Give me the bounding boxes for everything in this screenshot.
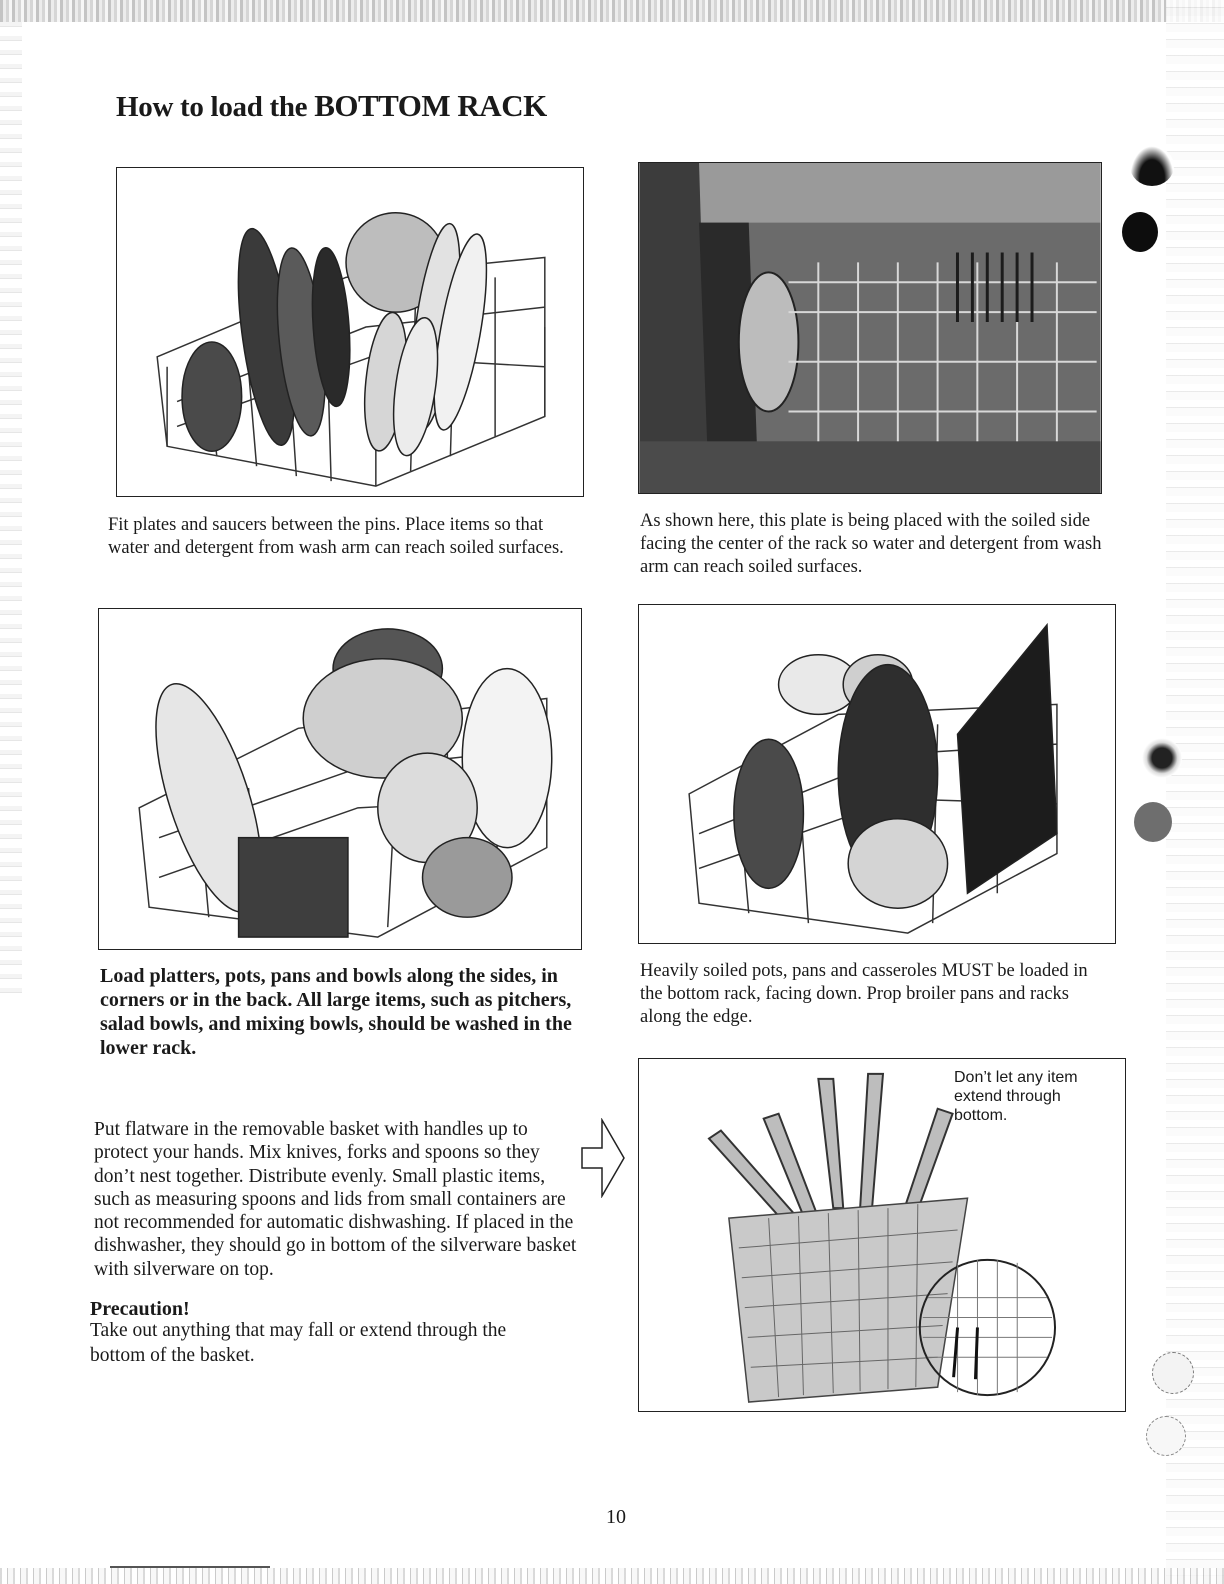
figure-plate-placement	[638, 162, 1102, 494]
binder-hole	[1134, 802, 1172, 842]
page-title	[116, 88, 547, 124]
footer-rule	[110, 1566, 270, 1568]
title-prefix: How to load the	[116, 91, 308, 123]
caption-plates-rack: Fit plates and saucers between the pins. Place items so that water and detergent from wash arm can reach soiled surfaces.	[108, 515, 564, 558]
title-emphasis: BOTTOM RACK	[314, 88, 547, 123]
plate-placement-illustration	[639, 163, 1101, 493]
caption-plate-placement: As shown here, this plate is being placed with the soiled side facing the center of the rack so water and detergent from wash arm can reach soiled surfaces.	[640, 511, 1102, 577]
page-number: 10	[606, 1506, 626, 1528]
binder-hole	[1130, 146, 1174, 186]
scan-edge-left	[0, 22, 22, 1002]
figure-soiled-pots	[638, 604, 1116, 944]
soiled-pots-illustration	[639, 605, 1115, 943]
scan-edge-top	[0, 0, 1224, 22]
precaution-heading: Precaution!	[90, 1298, 190, 1320]
figure-plates-rack	[116, 167, 584, 497]
scan-edge-right	[1166, 0, 1224, 1584]
caption-soiled-pots: Heavily soiled pots, pans and casseroles MUST be loaded in the bottom rack, facing down. Prop broiler pans and racks along the edge.	[640, 961, 1088, 1027]
scan-edge-bottom	[0, 1568, 1224, 1584]
binder-hole	[1122, 212, 1158, 252]
bowls-pots-illustration	[99, 609, 581, 949]
flatware-instructions: Put flatware in the removable basket with handles up to protect your hands. Mix knives, forks and spoons so they don’t nest together. Distribute evenly. Small plastic items, such as measuring spoons and lids from small containers are not recommended for automatic dishwashing. If placed in the dishwasher, they should go in bottom of the silverware basket with silverware on top.	[94, 1119, 577, 1280]
caption-bowls-pots: Load platters, pots, pans and bowls along the sides, in corners or in the back. All large items, such as pitchers, salad bowls, and mixing bowls, should be washed in the lower rack.	[100, 965, 572, 1059]
basket-note: Don’t let any item extend through bottom.	[954, 1069, 1078, 1124]
figure-bowls-pots	[98, 608, 582, 950]
binder-hole	[1152, 1352, 1194, 1394]
plates-rack-illustration	[117, 168, 583, 496]
precaution-text: Take out anything that may fall or extend through the bottom of the basket.	[90, 1320, 507, 1366]
arrow-right-icon	[580, 1118, 628, 1198]
binder-hole	[1146, 1416, 1186, 1456]
binder-hole	[1142, 738, 1182, 778]
